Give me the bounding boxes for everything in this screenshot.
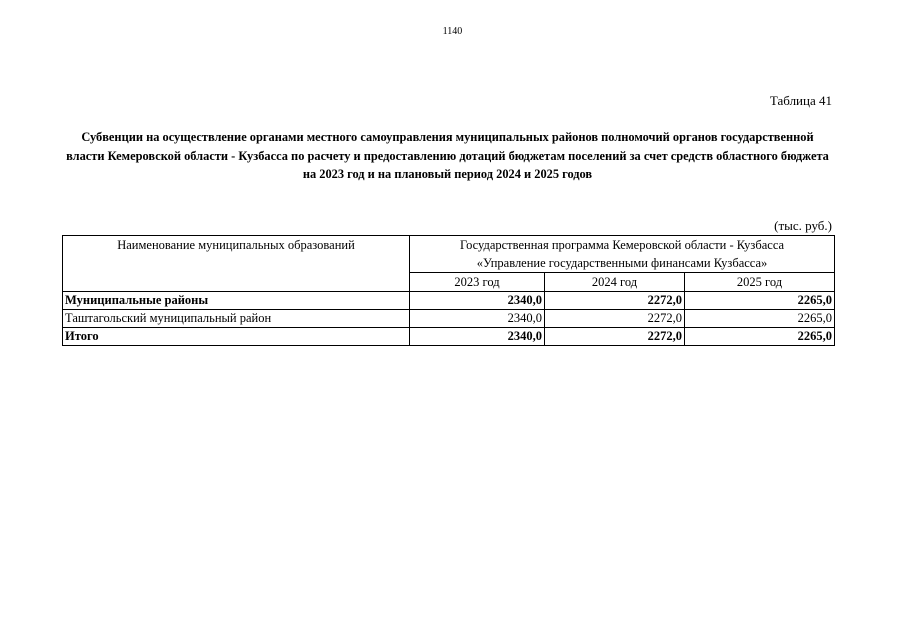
table-header-row — [63, 236, 835, 273]
year-header-2024: 2024 год — [545, 273, 685, 292]
value-2023: 2340,0 — [410, 328, 545, 346]
program-header-line1: Государственная программа Кемеровской области - Кузбасса — [459, 238, 785, 252]
year-header-2023: 2023 год — [410, 273, 545, 292]
program-header — [410, 236, 835, 273]
table-row — [63, 292, 835, 310]
table-row — [63, 310, 835, 328]
value-2025: 2265,0 — [685, 292, 835, 310]
value-2024: 2272,0 — [545, 328, 685, 346]
value-2023: 2340,0 — [410, 292, 545, 310]
municipal-name-header: Наименование муниципальных образований — [63, 236, 410, 292]
row-name: Муниципальные районы — [63, 292, 410, 310]
page-number: 1140 — [442, 26, 463, 37]
value-2023: 2340,0 — [410, 310, 545, 328]
row-name: Итого — [63, 328, 410, 346]
year-header-2025: 2025 год — [685, 273, 835, 292]
subventions-table — [62, 235, 835, 346]
table-row — [63, 328, 835, 346]
document-title: Субвенции на осуществление органами местного самоуправления муниципальных районов полномочий органов государственной власти Кемеровской области - Кузбасса по расчету и предоставлению дотаций бюджетам поселений за счет средств областного бюджета на 2023 год и на плановый период 2024 и 2025 годов — [66, 130, 829, 181]
units-label: (тыс. руб.) — [774, 218, 832, 233]
value-2024: 2272,0 — [545, 310, 685, 328]
value-2024: 2272,0 — [545, 292, 685, 310]
value-2025: 2265,0 — [685, 310, 835, 328]
program-header-line2: «Управление государственными финансами Кузбасса» — [476, 256, 768, 270]
table-label: Таблица 41 — [769, 93, 832, 108]
row-name: Таштагольский муниципальный район — [63, 310, 410, 328]
value-2025: 2265,0 — [685, 328, 835, 346]
